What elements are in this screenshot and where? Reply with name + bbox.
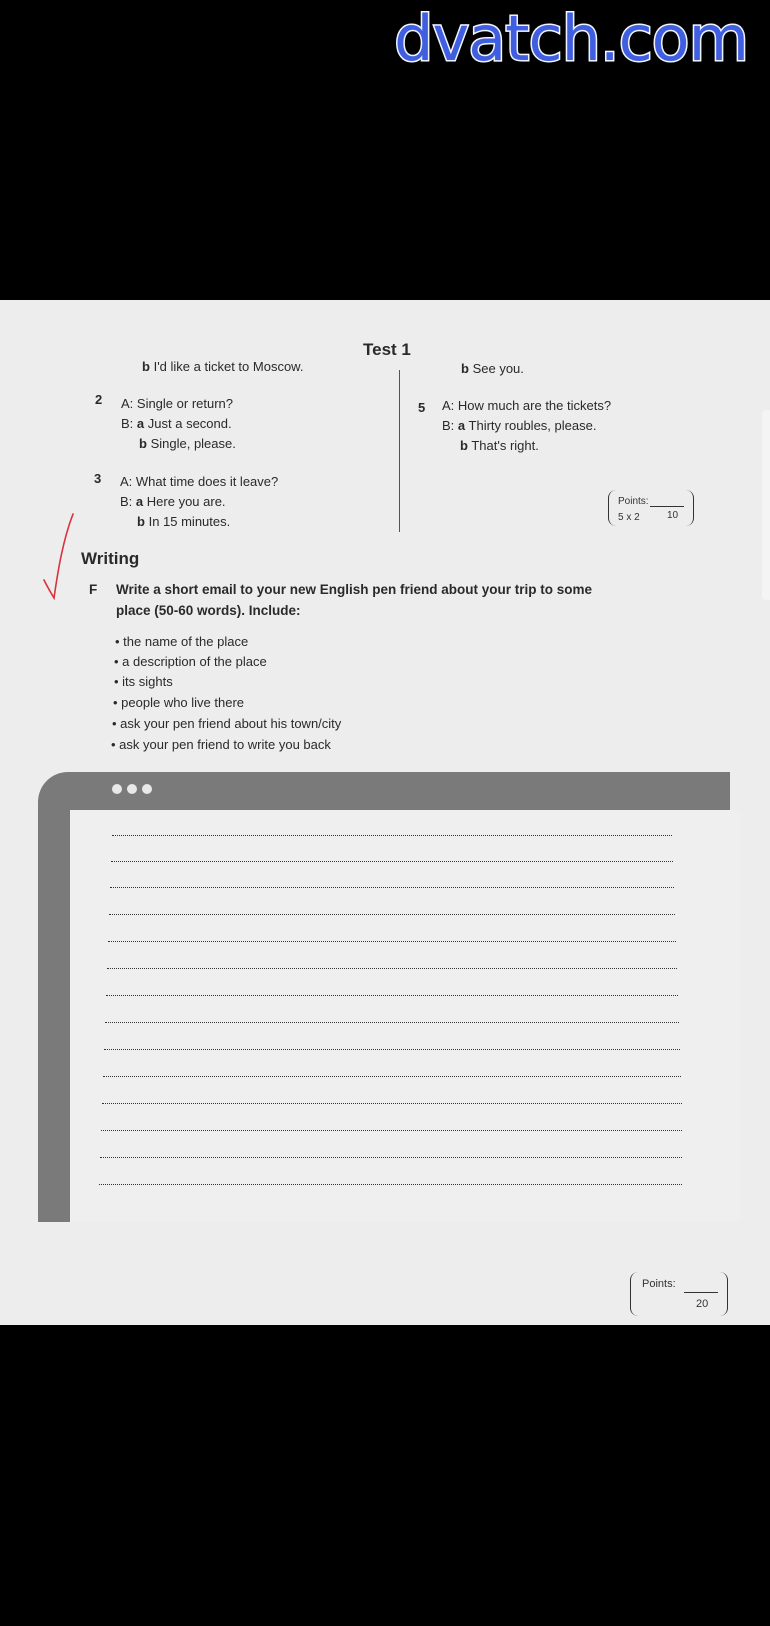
writing-line[interactable]	[108, 941, 676, 942]
item2-option-b	[139, 436, 236, 451]
points-label: Points:	[642, 1278, 676, 1290]
points-total: 20	[696, 1298, 709, 1310]
writing-line[interactable]	[111, 861, 673, 862]
points-formula: 5 x 2	[618, 512, 640, 523]
window-maximize-dot-icon	[142, 784, 152, 794]
writing-line[interactable]	[99, 1184, 682, 1185]
option-letter: a	[457, 418, 466, 433]
writing-line[interactable]	[109, 914, 675, 915]
item3-option-b	[137, 514, 230, 529]
column-divider	[399, 370, 400, 532]
writing-line[interactable]	[107, 968, 677, 969]
page-title: Test 1	[363, 340, 411, 359]
task-instruction-line2: place (50-60 words). Include:	[116, 603, 301, 618]
writing-line[interactable]	[110, 887, 674, 888]
item3-number: 3	[94, 471, 102, 486]
points-fraction-line	[684, 1292, 718, 1293]
writing-line[interactable]	[100, 1157, 682, 1158]
writing-line[interactable]	[101, 1130, 682, 1131]
item5-option-b	[460, 438, 539, 453]
option-text: That's right.	[471, 438, 539, 453]
option-letter: b	[137, 514, 145, 529]
email-writing-area[interactable]	[70, 810, 740, 1222]
bullet-item: • a description of the place	[114, 654, 267, 669]
speaker-b: B:	[121, 416, 134, 431]
speaker-b: B:	[442, 418, 455, 433]
points-label: Points:	[618, 496, 649, 507]
writing-line[interactable]	[104, 1049, 680, 1050]
option-letter: b	[139, 436, 147, 451]
item5-option-a	[442, 418, 596, 433]
item2-number: 2	[95, 392, 103, 407]
option-letter: a	[136, 416, 145, 431]
points-total: 10	[667, 510, 679, 521]
writing-line[interactable]	[102, 1103, 682, 1104]
writing-line[interactable]	[105, 1022, 679, 1023]
item2-question: A: Single or return?	[121, 396, 234, 411]
option-text: Here you are.	[146, 494, 226, 509]
option-text: I'd like a ticket to Moscow.	[153, 359, 304, 374]
section-heading-writing: Writing	[81, 549, 140, 568]
speaker-b: B:	[120, 494, 133, 509]
bullet-item: • ask your pen friend to write you back	[111, 737, 331, 752]
option-text: Just a second.	[147, 416, 232, 431]
task-letter: F	[89, 582, 98, 597]
option-text: Thirty roubles, please.	[468, 418, 597, 433]
task-instruction-line1: Write a short email to your new English pen friend about your trip to some	[116, 582, 593, 597]
option-letter: b	[460, 438, 468, 453]
writing-line[interactable]	[112, 835, 672, 836]
item1-option-b	[142, 359, 303, 374]
option-text: Single, please.	[150, 436, 236, 451]
option-letter: b	[461, 361, 469, 376]
writing-line[interactable]	[106, 995, 678, 996]
option-letter: b	[142, 359, 150, 374]
watermark-logo: dvatch.com	[394, 2, 748, 75]
item3-question: A: What time does it leave?	[120, 474, 279, 489]
bullet-item: • people who live there	[113, 695, 245, 710]
option-text: See you.	[472, 361, 524, 376]
option-text: In 15 minutes.	[148, 514, 231, 529]
item4-option-b	[461, 361, 524, 376]
window-minimize-dot-icon	[127, 784, 137, 794]
writing-line[interactable]	[103, 1076, 681, 1077]
option-letter: a	[135, 494, 144, 509]
bullet-item: • the name of the place	[115, 634, 249, 649]
bullet-item: • ask your pen friend about his town/city	[112, 716, 342, 731]
item5-question: A: How much are the tickets?	[442, 398, 612, 413]
item5-number: 5	[418, 400, 426, 415]
item3-option-a	[120, 494, 226, 509]
page-edge	[762, 410, 770, 600]
points-fraction-line	[650, 506, 684, 507]
window-close-dot-icon	[112, 784, 122, 794]
bullet-item: • its sights	[114, 674, 173, 689]
teacher-check-mark-icon	[38, 510, 78, 600]
item2-option-a	[121, 416, 232, 431]
